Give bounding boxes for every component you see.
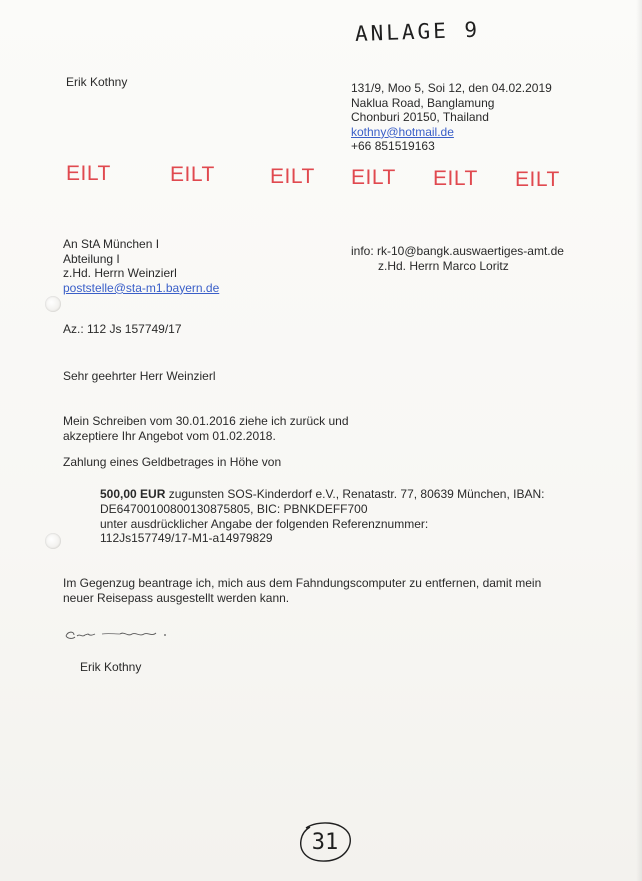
punch-hole xyxy=(45,533,61,549)
annex-label: ANLAGE 9 xyxy=(354,17,481,46)
payment-beneficiary: zugunsten SOS-Kinderdorf e.V., Renatastr. 77, 80639 München, IBAN: xyxy=(165,487,545,501)
paragraph-line: Mein Schreiben vom 30.01.2016 ziehe ich zurück und xyxy=(63,414,349,428)
recipient-line: Abteilung I xyxy=(63,251,120,266)
urgent-stamp: EILT xyxy=(270,165,315,188)
sender-name: Erik Kothny xyxy=(66,75,128,89)
payment-reference: 112Js157749/17-M1-a14979829 xyxy=(100,531,273,546)
recipient-line: z.Hd. Herrn Weinzierl xyxy=(63,266,177,281)
payment-amount: 500,00 EUR xyxy=(100,487,166,501)
address-line: 131/9, Moo 5, Soi 12, den 04.02.2019 xyxy=(351,81,552,95)
paragraph-withdrawal xyxy=(63,414,349,444)
reference-number: Az.: 112 Js 157749/17 xyxy=(63,322,182,336)
handwritten-signature xyxy=(62,622,182,644)
payment-details xyxy=(100,487,545,546)
urgent-stamp: EILT xyxy=(66,162,111,185)
info-email: info: rk-10@bangk.auswaertiges-amt.de xyxy=(351,244,564,258)
recipient-block xyxy=(63,237,219,295)
urgent-stamp: EILT xyxy=(433,167,478,190)
info-block xyxy=(351,244,564,273)
urgent-stamp: EILT xyxy=(515,168,560,191)
address-line: Naklua Road, Banglamung xyxy=(351,95,495,110)
urgent-stamp-row xyxy=(0,160,642,196)
paragraph-request xyxy=(63,576,541,606)
page-number-stamp xyxy=(296,820,354,864)
punch-hole xyxy=(45,296,61,312)
urgent-stamp: EILT xyxy=(351,166,396,189)
payment-line xyxy=(100,487,545,502)
paragraph-line: akzeptiere Ihr Angebot vom 01.02.2018. xyxy=(63,429,276,443)
sender-address-block xyxy=(351,81,552,154)
paragraph-line: neuer Reisepass ausgestellt werden kann. xyxy=(63,591,290,605)
sender-email-link[interactable]: kothny@hotmail.de xyxy=(351,124,454,139)
payment-line: DE64700100800130875805, BIC: PBNKDEFF700 xyxy=(100,501,368,516)
address-line: Chonburi 20150, Thailand xyxy=(351,110,489,125)
recipient-line: An StA München I xyxy=(63,237,160,251)
paragraph-payment-intro: Zahlung eines Geldbetrages in Höhe von xyxy=(63,455,282,469)
salutation: Sehr geehrter Herr Weinzierl xyxy=(63,369,216,383)
page-number: 31 xyxy=(311,829,339,855)
paragraph-line: Im Gegenzug beantrage ich, mich aus dem Fahndungscomputer zu entfernen, damit mein xyxy=(63,576,542,590)
sender-phone: +66 851519163 xyxy=(351,139,435,154)
signer-name: Erik Kothny xyxy=(80,660,142,674)
payment-line: unter ausdrücklicher Angabe der folgenden Referenznummer: xyxy=(100,516,429,531)
urgent-stamp: EILT xyxy=(170,163,215,186)
info-attention: z.Hd. Herrn Marco Loritz xyxy=(378,258,509,273)
recipient-email-link[interactable]: poststelle@sta-m1.bayern.de xyxy=(63,280,220,295)
